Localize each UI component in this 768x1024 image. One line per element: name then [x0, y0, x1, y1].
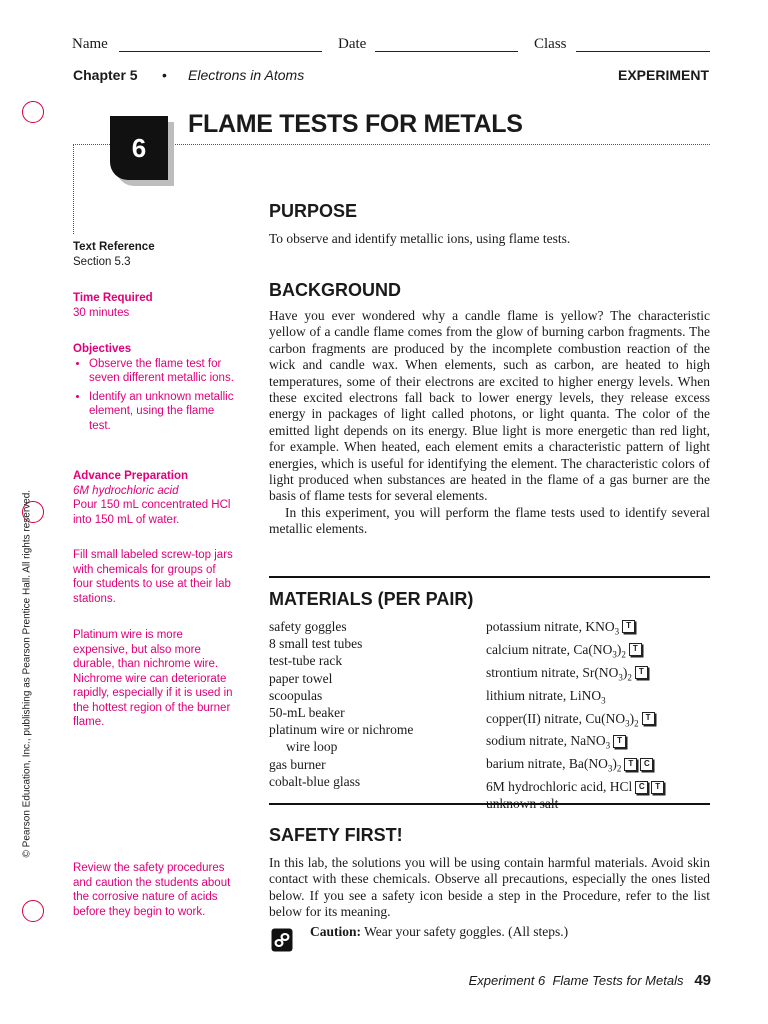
chapter-label: Chapter 5: [73, 67, 138, 83]
material-item: 8 small test tubes: [269, 636, 363, 652]
sidebar-note-safety: Review the safety procedures and caution the students about the corrosive nature of acids before they begin to work.: [73, 862, 231, 918]
chapter-bullet: •: [162, 67, 167, 83]
title-dotted-bracket: [73, 144, 74, 234]
materials-list-left: [269, 618, 479, 790]
formula-subscript: 3: [601, 695, 606, 706]
material-item: [486, 664, 710, 687]
experiment-number-badge: 6: [110, 116, 168, 180]
formula-subscript: 2: [616, 764, 622, 775]
sidebar-advance-prep: [73, 469, 233, 527]
material-item: [486, 641, 710, 664]
experiment-label: EXPERIMENT: [617, 67, 709, 83]
formula-subscript: 3: [625, 718, 630, 729]
caution-text: Wear your safety goggles. (All steps.): [361, 924, 569, 939]
material-name: 6M hydrochloric acid, HCl: [486, 779, 633, 795]
formula-paren: ): [616, 641, 622, 657]
material-item: wire loop: [286, 739, 338, 755]
safety-heading: SAFETY FIRST!: [269, 825, 403, 845]
toxic-safety-icon: T: [651, 781, 664, 794]
material-item: cobalt-blue glass: [269, 773, 361, 789]
toxic-safety-icon: T: [624, 758, 637, 771]
safety-text: In this lab, the solutions you will be using contain harmful materials. Avoid skin contact with these chemicals. Observe all precautions, especially the ones listed below. If you see a safety icon beside a step in the Procedure, refer to the list below for its meaning.: [269, 855, 710, 920]
formula-subscript: 2: [634, 718, 639, 729]
formula-subscript: 3: [618, 672, 623, 683]
material-item: safety goggles: [269, 619, 347, 634]
text-reference-value: Section 5.3: [73, 255, 131, 268]
background-text: [269, 308, 710, 538]
material-name: lithium nitrate, LiNO: [486, 687, 602, 703]
sidebar-text-reference: [73, 240, 243, 269]
section-divider: [269, 576, 710, 578]
material-item: [486, 755, 710, 778]
material-item: [486, 687, 710, 710]
background-paragraph: In this experiment, you will perform the flame tests used to identify several metallic elements.: [269, 504, 710, 537]
section-divider: [269, 803, 710, 805]
objective-item: • Identify an unknown metallic element, using the flame test.: [89, 390, 238, 434]
formula-paren: ): [622, 664, 628, 680]
toxic-safety-icon: T: [629, 643, 642, 656]
page-footer: [469, 972, 711, 989]
footer-text: Experiment 6 Flame Tests for Metals: [468, 973, 684, 988]
material-name: strontium nitrate, Sr(NO: [486, 664, 619, 680]
time-required-heading: Time Required: [73, 292, 153, 304]
date-field[interactable]: [375, 37, 518, 52]
material-item: platinum wire or nichrome: [269, 722, 414, 738]
background-heading: BACKGROUND: [269, 280, 401, 300]
corrosive-safety-icon: C: [640, 758, 653, 771]
sidebar-time-required: [73, 291, 243, 320]
formula-subscript: 2: [627, 672, 632, 683]
class-label: Class: [534, 36, 567, 52]
material-item: paper towel: [269, 670, 333, 686]
formula-subscript: 3: [607, 764, 613, 775]
name-field[interactable]: [119, 37, 322, 52]
material-name: sodium nitrate, NaNO: [486, 733, 606, 749]
background-paragraph: Have you ever wondered why a candle flame is yellow? The characteristic yellow of a candle flame comes from the glow of burning carbon fragments. The carbon fragments are produced by the incomplete combustion reaction of the wick and candle wax. When elements, such as carbon, are heated to high temperatures, some of their electrons are excited to higher energy levels. When these excited electrons fall back to lower energy levels, they release excess energy in packages of light called photons, or light quanta. The color of the emitted light depends on its energy. Blue light is more energetic than red light, for example. When heated, each element emits a characteristic pattern of light energies, which is useful for identifying the element. The characteristic colors of light produced when substances are heated in the flame of a gas burner are the basis of flame tests for several elements.: [269, 308, 710, 504]
objectives-heading: Objectives: [73, 343, 132, 355]
corrosive-safety-icon: C: [635, 781, 648, 794]
purpose-heading: PURPOSE: [269, 201, 358, 221]
material-name: copper(II) nitrate, Cu(NO: [486, 710, 626, 726]
toxic-safety-icon: T: [642, 712, 655, 725]
chapter-subtitle: Electrons in Atoms: [188, 67, 305, 83]
material-name: potassium nitrate, KNO: [486, 619, 615, 634]
goggles-icon: [271, 928, 293, 952]
material-name: barium nitrate, Ba(NO: [486, 756, 608, 772]
material-item: [486, 732, 710, 755]
objectives-list: [73, 357, 238, 434]
page-title: FLAME TESTS FOR METALS: [188, 110, 523, 138]
materials-list-right: [486, 618, 710, 813]
date-label: Date: [338, 36, 367, 52]
material-item: 50-mL beaker: [269, 705, 345, 721]
advance-prep-subheading: 6M hydrochloric acid: [73, 484, 179, 497]
formula-subscript: 2: [621, 649, 626, 660]
toxic-safety-icon: T: [613, 735, 626, 748]
sidebar-note-wire: Platinum wire is more expensive, but also more durable, than nichrome wire. Nichrome wire can deteriorate rapidly, especially if it is used in the hottest region of the burner flame.: [73, 629, 233, 728]
material-item: test-tube rack: [269, 653, 343, 669]
formula-subscript: 3: [605, 741, 611, 752]
materials-heading: MATERIALS (PER PAIR): [269, 589, 474, 609]
advance-prep-text: Pour 150 mL concentrated HCl into 150 mL of water.: [73, 499, 231, 526]
formula-paren: ): [629, 710, 635, 726]
formula-subscript: 3: [612, 649, 617, 660]
advance-prep-heading: Advance Preparation: [73, 470, 189, 482]
material-item: gas burner: [269, 756, 326, 772]
purpose-text: To observe and identify metallic ions, using flame tests.: [269, 231, 571, 246]
formula-paren: ): [612, 756, 617, 772]
class-field[interactable]: [576, 37, 710, 52]
text-reference-heading: Text Reference: [73, 241, 155, 253]
caution-label: Caution:: [310, 924, 362, 939]
copyright-notice: © Pearson Education, Inc., publishing as Pearson Prentice Hall. All rights reserved.: [21, 489, 33, 858]
formula-subscript: 3: [614, 626, 620, 637]
objective-item: • Observe the flame test for seven different metallic ions.: [89, 357, 238, 386]
caution-line: [310, 924, 568, 940]
material-item: [486, 618, 710, 641]
sidebar-note-jars: Fill small labeled screw-top jars with chemicals for groups of four students to use at their lab stations.: [73, 549, 233, 605]
toxic-safety-icon: T: [635, 666, 648, 679]
page-number: 49: [694, 972, 711, 989]
material-item: scoopulas: [269, 687, 323, 703]
binder-hole-icon: [22, 101, 44, 123]
material-item: [486, 710, 710, 733]
material-name: calcium nitrate, Ca(NO: [486, 641, 613, 657]
sidebar-objectives: [73, 342, 238, 437]
time-required-value: 30 minutes: [73, 306, 130, 319]
toxic-safety-icon: T: [622, 620, 635, 633]
binder-hole-icon: [22, 900, 44, 922]
material-item: [486, 778, 710, 795]
name-label: Name: [72, 36, 108, 52]
